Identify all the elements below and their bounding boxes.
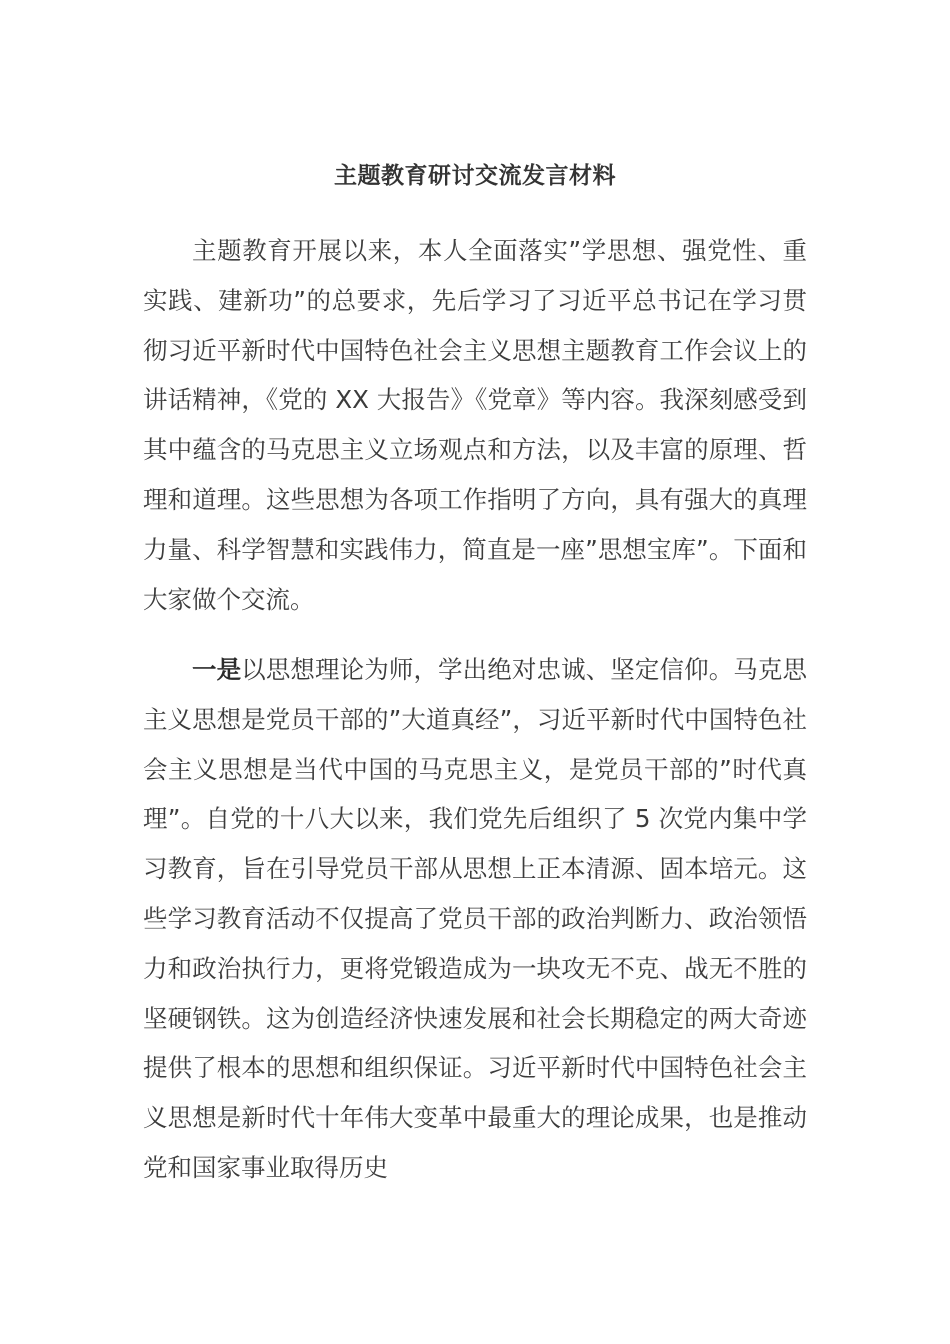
paragraph-intro (143, 226, 807, 624)
document-title: 主题教育研讨交流发言材料 (334, 163, 616, 189)
paragraph-point-one (143, 645, 807, 1193)
paragraph-point-one-lead: 一是 (192, 655, 242, 684)
paragraph-point-one-text: 以思想理论为师，学出绝对忠诚、坚定信仰。马克思主义思想是党员干部的”大道真经”，习近平新时代中国特色社会主义思想是当代中国的马克思主义，是党员干部的”时代真理”。自党的十八大以来，我们党先后组织了 5 次党内集中学习教育，旨在引导党员干部从思想上正本清源、固本培元。这些学习教育活动不仅提高了党员干部的政治判断力、政治领悟力和政治执行力，更将党锻造成为一块攻无不克、战无不胜的坚硬钢铁。这为创造经济快速发展和社会长期稳定的两大奇迹提供了根本的思想和组织保证。习近平新时代中国特色社会主义思想是新时代十年伟大变革中最重大的理论成果，也是推动党和国家事业取得历史 (143, 655, 808, 1182)
paragraph-intro-text: 主题教育开展以来，本人全面落实”学思想、强党性、重实践、建新功”的总要求，先后学习了习近平总书记在学习贯彻习近平新时代中国特色社会主义思想主题教育工作会议上的讲话精神，《党的 XX 大报告》《党章》等内容。我深刻感受到其中蕴含的马克思主义立场观点和方法，以及丰富的原理、哲理和道理。这些思想为各项工作指明了方向，具有强大的真理力量、科学智慧和实践伟力，简直是一座”思想宝库”。下面和大家做个交流。 (143, 236, 807, 614)
